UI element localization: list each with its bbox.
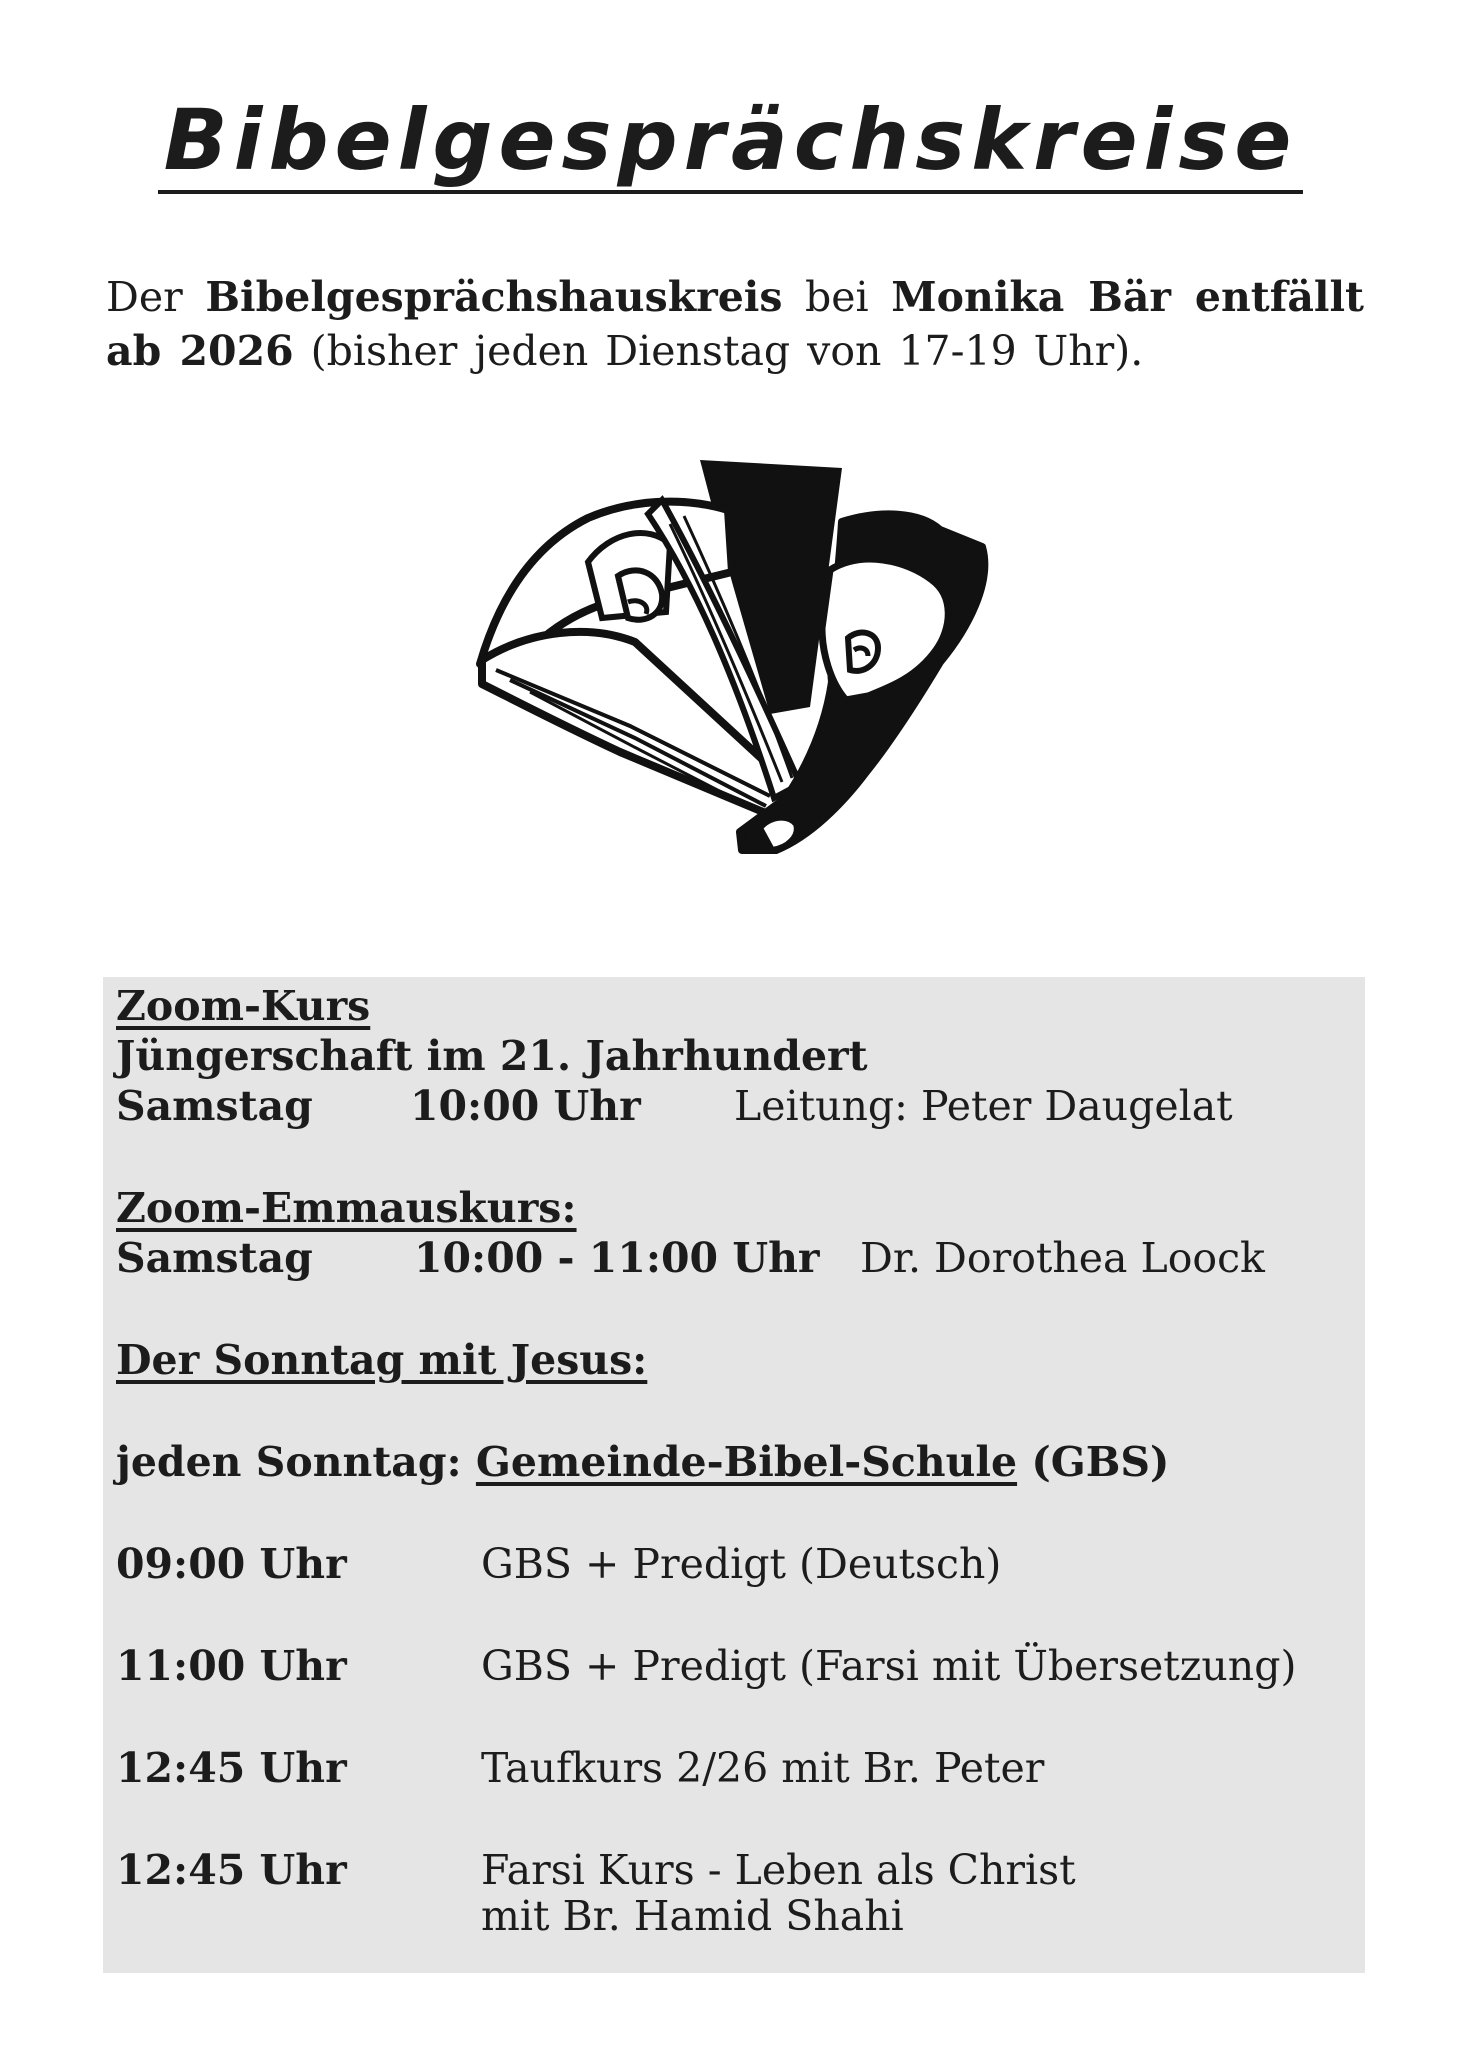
intro-group-name: Bibelgesprächshauskreis: [205, 273, 783, 321]
schedule-row: [116, 1641, 1356, 1691]
schedule-description: Farsi Kurs - Leben als Christ: [481, 1846, 1076, 1894]
zoom-course-leader: Leitung: Peter Daugelat: [734, 1082, 1233, 1130]
emmaus-course-day: Samstag: [116, 1234, 313, 1282]
sunday-school-name: Gemeinde-Bibel-Schule: [475, 1438, 1018, 1486]
page-title: [0, 91, 1461, 194]
schedule-time: 09:00 Uhr: [116, 1540, 347, 1588]
schedule-row: [116, 1743, 1356, 1793]
schedule-description-line-2: mit Br. Hamid Shahi: [481, 1892, 904, 1940]
zoom-course-subtitle: Jüngerschaft im 21. Jahrhundert: [116, 1032, 868, 1080]
schedule-description: GBS + Predigt (Deutsch): [481, 1540, 1002, 1588]
events-panel: [103, 977, 1365, 1973]
hands-holding-bible-icon: [470, 452, 1010, 872]
schedule-description: Taufkurs 2/26 mit Br. Peter: [481, 1744, 1045, 1792]
intro-cancellation: Monika Bär entfällt ab 2026: [106, 273, 1364, 375]
emmaus-course-heading: Zoom-Emmauskurs:: [116, 1184, 577, 1232]
emmaus-course-leader: Dr. Dorothea Loock: [860, 1234, 1265, 1282]
intro-paragraph: [106, 270, 1364, 378]
schedule-time: 12:45 Uhr: [116, 1744, 347, 1792]
sunday-intro-prefix: jeden Sonntag:: [116, 1438, 476, 1486]
schedule-row: [116, 1845, 1356, 1945]
zoom-course-time: 10:00 Uhr: [410, 1082, 641, 1130]
emmaus-course-time: 10:00 - 11:00 Uhr: [414, 1234, 820, 1282]
sunday-intro: [116, 1437, 1169, 1487]
sunday-heading: Der Sonntag mit Jesus:: [116, 1336, 648, 1384]
sunday-school-abbr: (GBS): [1017, 1438, 1170, 1486]
zoom-course-schedule-row: [116, 1081, 1356, 1131]
schedule-time: 11:00 Uhr: [116, 1642, 347, 1690]
schedule-time: 12:45 Uhr: [116, 1846, 347, 1894]
intro-text-5: (bisher jeden Dienstag von 17-19 Uhr).: [293, 327, 1144, 375]
intro-text-1: Der: [106, 273, 206, 321]
schedule-row: [116, 1539, 1356, 1589]
emmaus-course-schedule-row: [116, 1233, 1356, 1283]
schedule-description: GBS + Predigt (Farsi mit Übersetzung): [481, 1642, 1297, 1690]
intro-text-3: bei: [782, 273, 892, 321]
zoom-course-day: Samstag: [116, 1082, 313, 1130]
zoom-course-heading: Zoom-Kurs: [116, 982, 371, 1030]
page-title-text: Bibelgesprächskreise: [158, 98, 1304, 194]
